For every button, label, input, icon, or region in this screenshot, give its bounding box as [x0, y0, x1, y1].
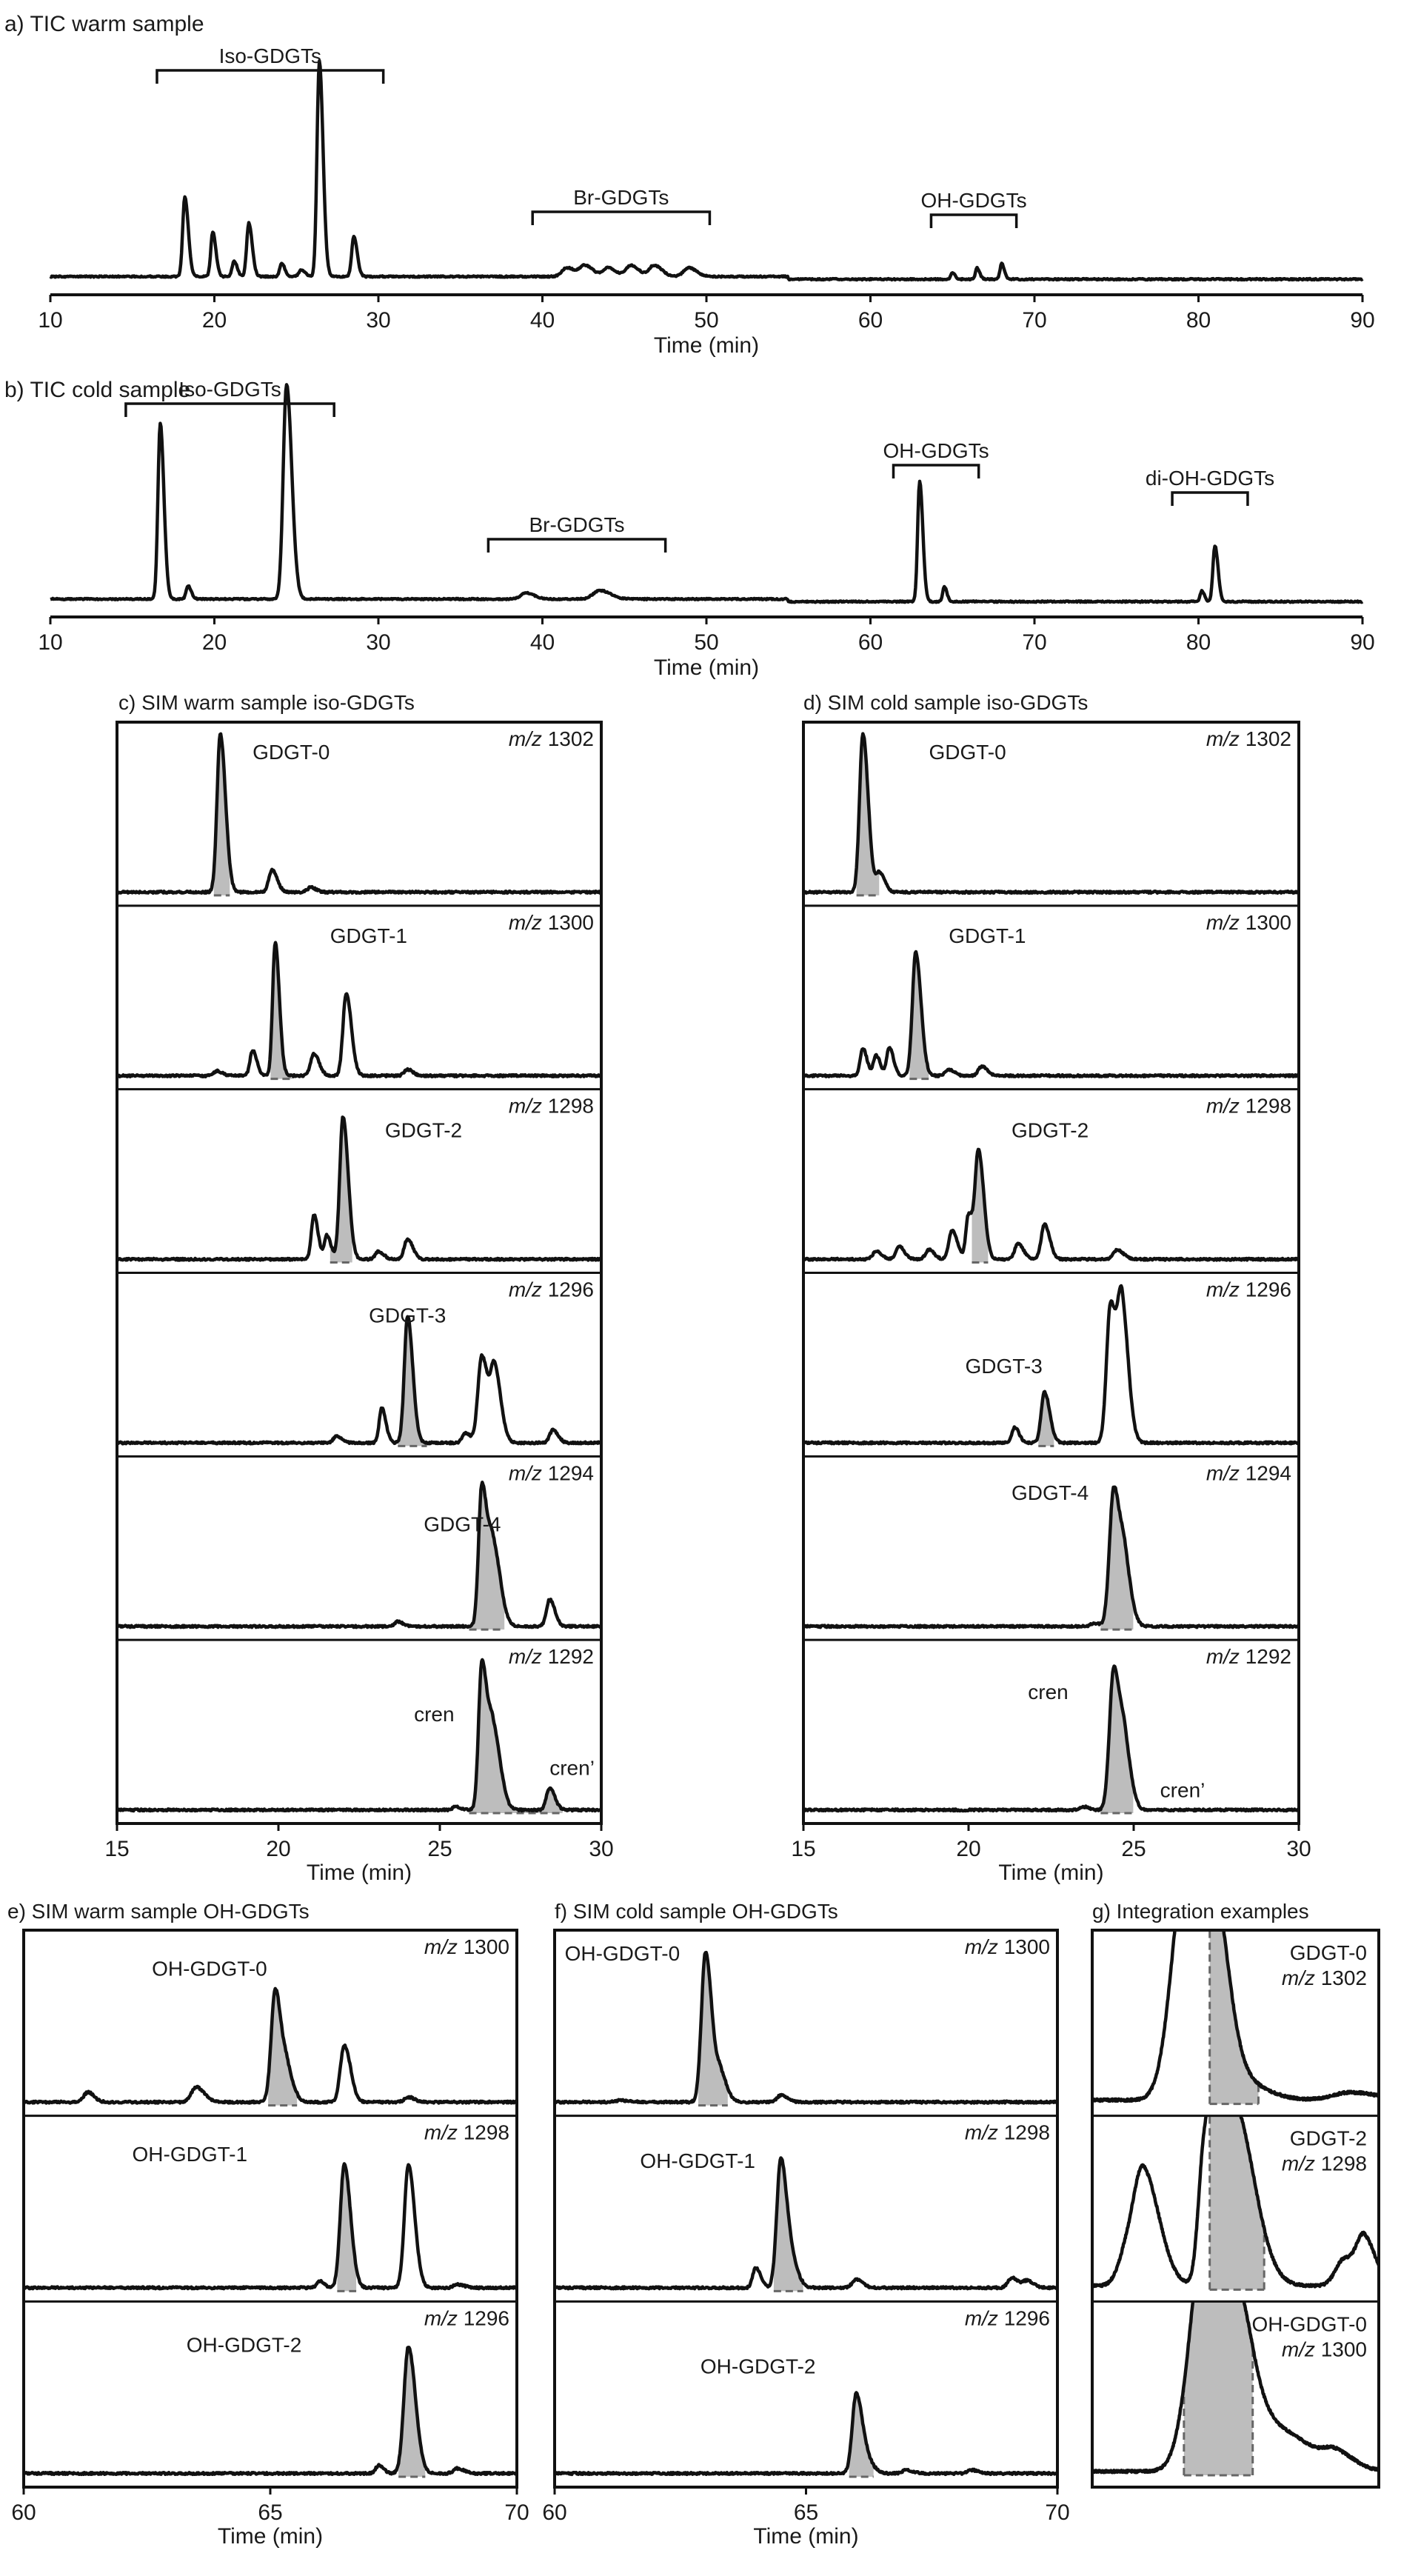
- x-axis-label: Time (min): [753, 2524, 859, 2549]
- mz-value: 1298: [541, 1094, 594, 1118]
- x-tick-label: 50: [694, 630, 719, 655]
- peak-label: GDGT-3: [369, 1304, 447, 1327]
- sim-trace: [803, 1286, 1299, 1444]
- mz-label: [424, 2121, 509, 2144]
- sim-trace-group: [117, 1317, 601, 1447]
- x-tick-label: 60: [11, 2500, 36, 2525]
- x-tick-label: 10: [38, 630, 63, 655]
- sim-trace: [803, 1149, 1299, 1261]
- mz-label: [509, 1645, 594, 1668]
- x-tick-label: 65: [793, 2500, 819, 2525]
- mz-label: [1282, 2152, 1367, 2175]
- mz-prefix: m/z: [964, 2120, 998, 2144]
- x-tick-label: 70: [1045, 2500, 1070, 2525]
- x-axis-label: Time (min): [998, 1861, 1104, 1885]
- x-axis-label: Time (min): [653, 333, 760, 358]
- sim-trace-group: [117, 1660, 601, 1813]
- peak-label: GDGT-4: [1011, 1481, 1089, 1504]
- sim-trace: [555, 1952, 1057, 2103]
- mz-label: [509, 911, 594, 934]
- sim-trace-group: [24, 2347, 517, 2477]
- x-tick-label: 20: [201, 630, 227, 655]
- mz-label: [509, 1278, 594, 1301]
- sim-trace-group: [117, 734, 601, 895]
- sim-trace: [117, 1660, 601, 1811]
- mz-value: 1292: [541, 1645, 594, 1669]
- x-tick-label: 15: [104, 1837, 130, 1861]
- mz-value: 1300: [997, 1935, 1050, 1958]
- mz-prefix: m/z: [1281, 2152, 1315, 2175]
- sim-trace-group: [803, 952, 1299, 1079]
- peak-label: GDGT-3: [965, 1354, 1043, 1378]
- mz-value: 1302: [541, 727, 594, 750]
- x-tick-label: 30: [366, 630, 391, 655]
- sim-trace-group: [803, 734, 1299, 895]
- mz-label: [965, 2306, 1050, 2329]
- mz-value: 1298: [457, 2120, 509, 2144]
- group-bracket: [894, 465, 979, 478]
- x-tick-label: 80: [1186, 308, 1211, 333]
- peak-label: GDGT-4: [424, 1512, 501, 1536]
- sim-trace-group: [555, 2392, 1057, 2477]
- mz-prefix: m/z: [964, 1935, 998, 1958]
- panel-frame: [24, 1930, 517, 2487]
- mz-prefix: m/z: [508, 1094, 542, 1118]
- x-tick-label: 90: [1350, 630, 1375, 655]
- sim-trace: [555, 2392, 1057, 2475]
- x-axis-label: Time (min): [217, 2524, 324, 2549]
- mz-value: 1294: [541, 1461, 594, 1485]
- group-bracket-label: Iso-GDGTs: [178, 378, 281, 401]
- x-tick-label: 70: [1022, 630, 1047, 655]
- panel-title: b) TIC cold sample: [4, 378, 191, 402]
- mz-value: 1300: [1314, 2338, 1367, 2361]
- x-tick-label: 65: [258, 2500, 283, 2525]
- mz-value: 1296: [997, 2306, 1050, 2330]
- mz-value: 1300: [457, 1935, 509, 1958]
- group-bracket-label: Br-GDGTs: [573, 186, 669, 209]
- sim-trace-group: [555, 2158, 1057, 2292]
- mz-label: [1282, 2338, 1367, 2360]
- group-bracket-label: Br-GDGTs: [529, 513, 625, 536]
- sim-panel-g: [1092, 1857, 1379, 2487]
- mz-label: [965, 1935, 1050, 1958]
- mz-prefix: m/z: [508, 1278, 542, 1301]
- peak-label: GDGT-0: [253, 740, 330, 764]
- panel-title: e) SIM warm sample OH-GDGTs: [7, 1900, 310, 1923]
- panel-title: c) SIM warm sample iso-GDGTs: [118, 691, 415, 714]
- trace-label: GDGT-0: [1289, 1941, 1367, 1964]
- x-tick-label: 30: [1286, 1837, 1311, 1861]
- mz-prefix: m/z: [1206, 727, 1240, 750]
- peak-label: OH-GDGT-1: [132, 2143, 248, 2166]
- peak-label: OH-GDGT-2: [186, 2333, 302, 2357]
- x-tick-label: 10: [38, 308, 63, 333]
- panel-title: g) Integration examples: [1092, 1900, 1309, 1923]
- mz-label: [1282, 1966, 1367, 1989]
- mz-label: [1206, 1278, 1291, 1301]
- peak-label: cren: [414, 1702, 455, 1726]
- mz-label: [509, 1095, 594, 1118]
- peak-label: cren: [1028, 1681, 1069, 1704]
- panel-title: f) SIM cold sample OH-GDGTs: [555, 1900, 838, 1923]
- x-tick-label: 30: [589, 1837, 614, 1861]
- peak-label: GDGT-1: [949, 924, 1026, 947]
- sim-trace-group: [24, 2163, 517, 2291]
- sim-trace: [117, 1117, 601, 1260]
- trace-label: OH-GDGT-0: [1251, 2312, 1367, 2336]
- mz-prefix: m/z: [424, 2306, 458, 2330]
- mz-prefix: m/z: [964, 2306, 998, 2330]
- mz-label: [1206, 727, 1291, 750]
- x-tick-label: 20: [266, 1837, 291, 1861]
- x-axis-label: Time (min): [653, 655, 760, 680]
- trace-label: GDGT-2: [1289, 2126, 1367, 2150]
- panel-title: d) SIM cold sample iso-GDGTs: [803, 691, 1089, 714]
- sim-trace: [117, 943, 601, 1077]
- mz-prefix: m/z: [1206, 1645, 1240, 1669]
- sim-trace-group: [117, 1482, 601, 1629]
- group-bracket: [126, 404, 334, 417]
- x-tick-label: 20: [201, 308, 227, 333]
- sim-trace: [803, 734, 1299, 893]
- panel-title: a) TIC warm sample: [4, 12, 204, 36]
- mz-prefix: m/z: [1206, 910, 1240, 934]
- x-axis-label: Time (min): [306, 1861, 412, 1885]
- x-tick-label: 60: [542, 2500, 567, 2525]
- x-tick-label: 30: [366, 308, 391, 333]
- peak-label: cren’: [1160, 1778, 1206, 1802]
- group-bracket: [157, 70, 384, 84]
- tic-trace: [50, 384, 1362, 602]
- sim-trace: [24, 2163, 517, 2289]
- mz-label: [509, 1461, 594, 1484]
- group-bracket: [488, 539, 665, 553]
- group-bracket: [931, 215, 1016, 228]
- mz-value: 1300: [541, 910, 594, 934]
- sim-trace: [803, 1487, 1299, 1627]
- mz-label: [965, 2121, 1050, 2144]
- mz-label: [1206, 1645, 1291, 1668]
- mz-value: 1298: [1314, 2152, 1367, 2175]
- mz-value: 1298: [1239, 1094, 1291, 1118]
- peak-label: OH-GDGT-0: [152, 1957, 267, 1981]
- sim-panel-f: [542, 1900, 1069, 2549]
- mz-prefix: m/z: [424, 2120, 458, 2144]
- peak-label: OH-GDGT-2: [700, 2355, 816, 2378]
- mz-label: [424, 2306, 509, 2329]
- x-tick-label: 40: [529, 308, 555, 333]
- group-bracket-label: Iso-GDGTs: [218, 44, 322, 67]
- panel-frame: [555, 1930, 1057, 2487]
- mz-value: 1296: [1239, 1278, 1291, 1301]
- group-bracket-label: OH-GDGTs: [920, 189, 1027, 212]
- mz-value: 1300: [1239, 910, 1291, 934]
- mz-value: 1298: [997, 2120, 1050, 2144]
- mz-prefix: m/z: [508, 727, 542, 750]
- x-tick-label: 25: [427, 1837, 452, 1861]
- mz-value: 1292: [1239, 1645, 1291, 1669]
- x-tick-label: 90: [1350, 308, 1375, 333]
- x-tick-label: 40: [529, 630, 555, 655]
- sim-trace-group: [803, 1487, 1299, 1629]
- tic-trace: [50, 61, 1362, 280]
- sim-trace: [24, 2347, 517, 2475]
- group-bracket-label: di-OH-GDGTs: [1145, 467, 1275, 490]
- sim-trace-group: [117, 943, 601, 1079]
- x-tick-label: 70: [504, 2500, 529, 2525]
- mz-prefix: m/z: [1206, 1278, 1240, 1301]
- x-tick-label: 25: [1121, 1837, 1146, 1861]
- sim-trace: [555, 2158, 1057, 2289]
- mz-value: 1302: [1314, 1966, 1367, 1989]
- mz-label: [1206, 1095, 1291, 1118]
- peak-label: GDGT-2: [384, 1118, 463, 1142]
- mz-value: 1302: [1239, 727, 1291, 750]
- mz-prefix: m/z: [508, 1461, 542, 1485]
- mz-value: 1296: [541, 1278, 594, 1301]
- mz-label: [424, 1935, 509, 1958]
- tic-panel-b: [4, 378, 1375, 680]
- mz-label: [1206, 911, 1291, 934]
- sim-panel-c: [104, 691, 613, 1885]
- x-tick-label: 15: [791, 1837, 816, 1861]
- mz-prefix: m/z: [508, 1645, 542, 1669]
- group-bracket-label: OH-GDGTs: [883, 439, 989, 462]
- mz-prefix: m/z: [1281, 2338, 1315, 2361]
- mz-prefix: m/z: [508, 910, 542, 934]
- sim-trace: [117, 1317, 601, 1444]
- sim-trace: [803, 952, 1299, 1077]
- sim-panel-e: [7, 1900, 529, 2549]
- x-tick-label: 60: [857, 630, 883, 655]
- sim-trace: [117, 734, 601, 893]
- group-bracket: [1172, 493, 1248, 506]
- mz-prefix: m/z: [1281, 1966, 1315, 1989]
- x-tick-label: 60: [857, 308, 883, 333]
- x-tick-label: 80: [1186, 630, 1211, 655]
- peak-label: GDGT-1: [330, 924, 407, 947]
- sim-trace-group: [24, 1989, 517, 2106]
- sim-trace-group: [117, 1117, 601, 1262]
- mz-label: [509, 727, 594, 750]
- x-tick-label: 50: [694, 308, 719, 333]
- sim-trace-group: [555, 1952, 1057, 2106]
- sim-trace-group: [803, 1149, 1299, 1263]
- sim-trace-group: [803, 1286, 1299, 1446]
- mz-label: [1206, 1461, 1291, 1484]
- group-bracket: [532, 212, 709, 225]
- peak-label: cren’: [549, 1756, 595, 1780]
- mz-value: 1296: [457, 2306, 509, 2330]
- peak-label: OH-GDGT-0: [564, 1942, 681, 1966]
- x-tick-label: 70: [1022, 308, 1047, 333]
- mz-prefix: m/z: [1206, 1094, 1240, 1118]
- mz-value: 1294: [1239, 1461, 1291, 1485]
- peak-label: OH-GDGT-1: [640, 2149, 755, 2173]
- peak-label: GDGT-2: [1011, 1118, 1089, 1142]
- sim-panel-d: [791, 691, 1311, 1885]
- mz-prefix: m/z: [1206, 1461, 1240, 1485]
- peak-label: GDGT-0: [929, 740, 1006, 764]
- x-tick-label: 20: [956, 1837, 981, 1861]
- integrated-area: [1210, 1861, 1259, 2103]
- sim-trace: [117, 1482, 601, 1627]
- tic-panel-a: [4, 12, 1375, 358]
- sim-trace-group: [1092, 2094, 1379, 2290]
- mz-prefix: m/z: [424, 1935, 458, 1958]
